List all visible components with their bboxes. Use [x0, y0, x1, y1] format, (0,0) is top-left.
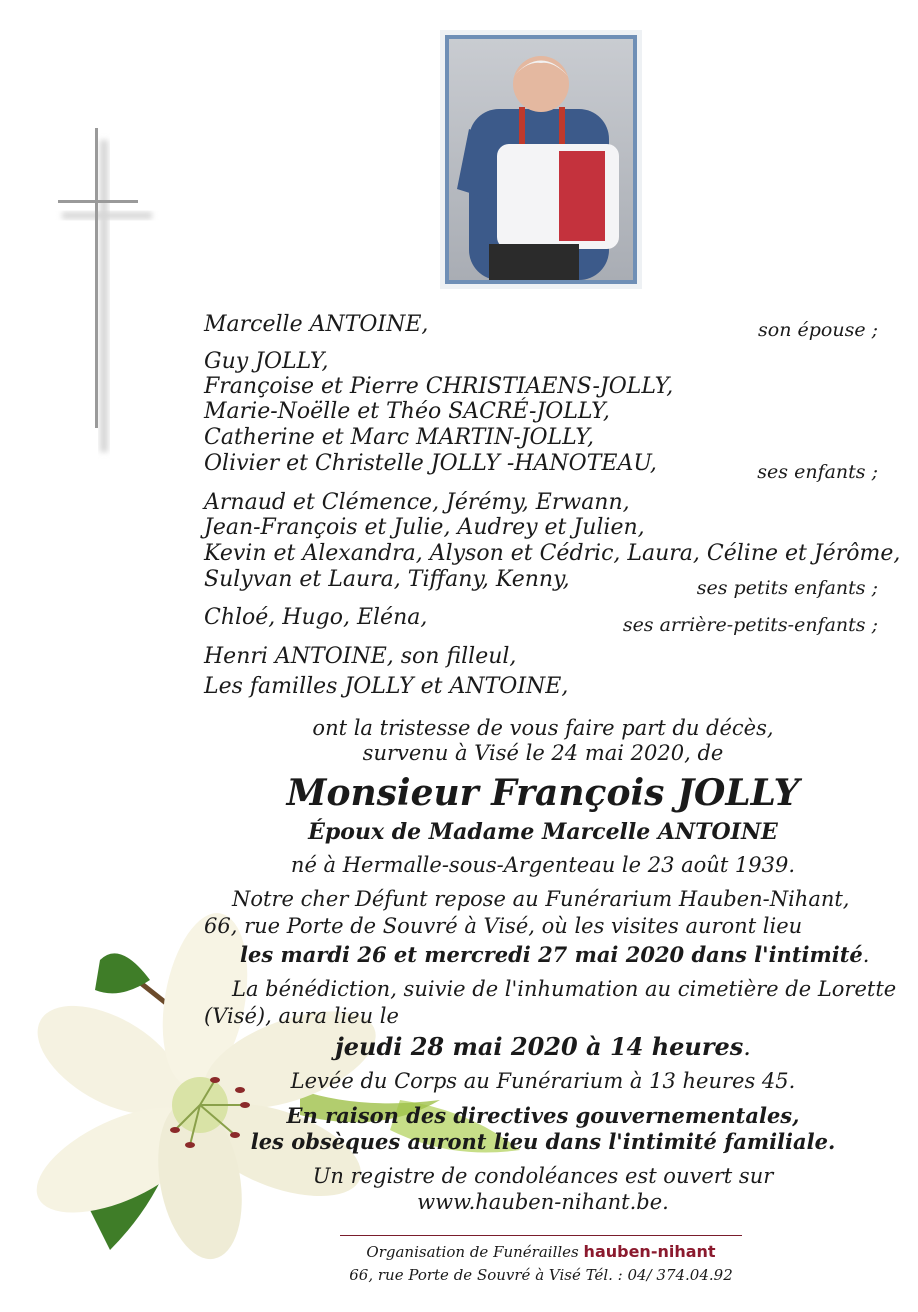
- child-3: Marie-Noëlle et Théo SACRÉ-JOLLY,: [204, 399, 610, 424]
- visit-line-2: 66, rue Porte de Souvré à Visé, où les visites auront lieu: [204, 914, 803, 938]
- great-grandchildren: Chloé, Hugo, Eléna,: [204, 605, 428, 630]
- footer-org: [340, 1242, 742, 1261]
- blessing-line-1: La bénédiction, suivie de l'inhumation au cimetière de Lorette: [232, 977, 897, 1001]
- spouse-relation: son épouse ;: [758, 319, 878, 341]
- godson: Henri ANTOINE, son filleul,: [204, 644, 517, 669]
- child-5: Olivier et Christelle JOLLY -HANOTEAU,: [204, 451, 657, 476]
- announcement-line-1: ont la tristesse de vous faire part du décès,: [312, 716, 774, 740]
- grandchildren-2: Jean-François et Julie, Audrey et Julien,: [204, 515, 645, 540]
- visit-line-1: Notre cher Défunt repose au Funérarium Hauben-Nihant,: [232, 887, 850, 911]
- brand-logo: hauben-nihant: [583, 1242, 716, 1261]
- register-line-1: Un registre de condoléances est ouvert sur: [312, 1164, 774, 1188]
- deceased-name: Monsieur François JOLLY: [286, 772, 800, 814]
- spouse-name: Marcelle ANTOINE,: [204, 312, 429, 337]
- footer-address: 66, rue Porte de Souvré à Visé Tél. : 04/ 374.04.92: [349, 1266, 733, 1284]
- cross-icon: [50, 120, 160, 460]
- ceremony-date-period: .: [743, 1033, 751, 1061]
- announcement-line-2: survenu à Visé le 24 mai 2020, de: [362, 741, 724, 765]
- grandchildren-3: Kevin et Alexandra, Alyson et Cédric, Laura, Céline et Jérôme,: [204, 541, 901, 566]
- visit-dates: les mardi 26 et mercredi 27 mai 2020 dans l'intimité: [240, 942, 863, 967]
- great-grandchildren-relation: ses arrière-petits-enfants ;: [622, 614, 878, 636]
- grandchildren-relation: ses petits enfants ;: [696, 577, 878, 599]
- families: Les familles JOLLY et ANTOINE,: [204, 674, 569, 699]
- deceased-subtitle: Époux de Madame Marcelle ANTOINE: [308, 819, 778, 845]
- portrait-photo: [449, 39, 633, 280]
- levee-line: Levée du Corps au Funérarium à 13 heures 45.: [290, 1069, 796, 1093]
- children-relation: ses enfants ;: [757, 461, 878, 483]
- child-1: Guy JOLLY,: [204, 349, 329, 374]
- visit-dates-line: [240, 942, 869, 967]
- footer-org-prefix: Organisation de Funérailles: [366, 1243, 579, 1261]
- grandchildren-4: Sulyvan et Laura, Tiffany, Kenny,: [204, 567, 570, 592]
- birth-line: né à Hermalle-sous-Argenteau le 23 août 1939.: [290, 853, 796, 877]
- footer-divider: [340, 1235, 742, 1236]
- notice-line-1: En raison des directives gouvernementales,: [286, 1103, 800, 1128]
- grandchildren-1: Arnaud et Clémence, Jérémy, Erwann,: [204, 490, 630, 515]
- ceremony-date-line: [200, 1032, 886, 1061]
- notice-line-2: les obsèques auront lieu dans l'intimité familiale.: [250, 1129, 836, 1154]
- child-2: Françoise et Pierre CHRISTIAENS-JOLLY,: [204, 374, 674, 399]
- child-4: Catherine et Marc MARTIN-JOLLY,: [204, 425, 595, 450]
- visit-dates-period: .: [862, 943, 870, 967]
- register-url[interactable]: www.hauben-nihant.be.: [417, 1190, 669, 1214]
- blessing-line-2: (Visé), aura lieu le: [204, 1004, 399, 1028]
- ceremony-date: jeudi 28 mai 2020 à 14 heures: [335, 1032, 744, 1061]
